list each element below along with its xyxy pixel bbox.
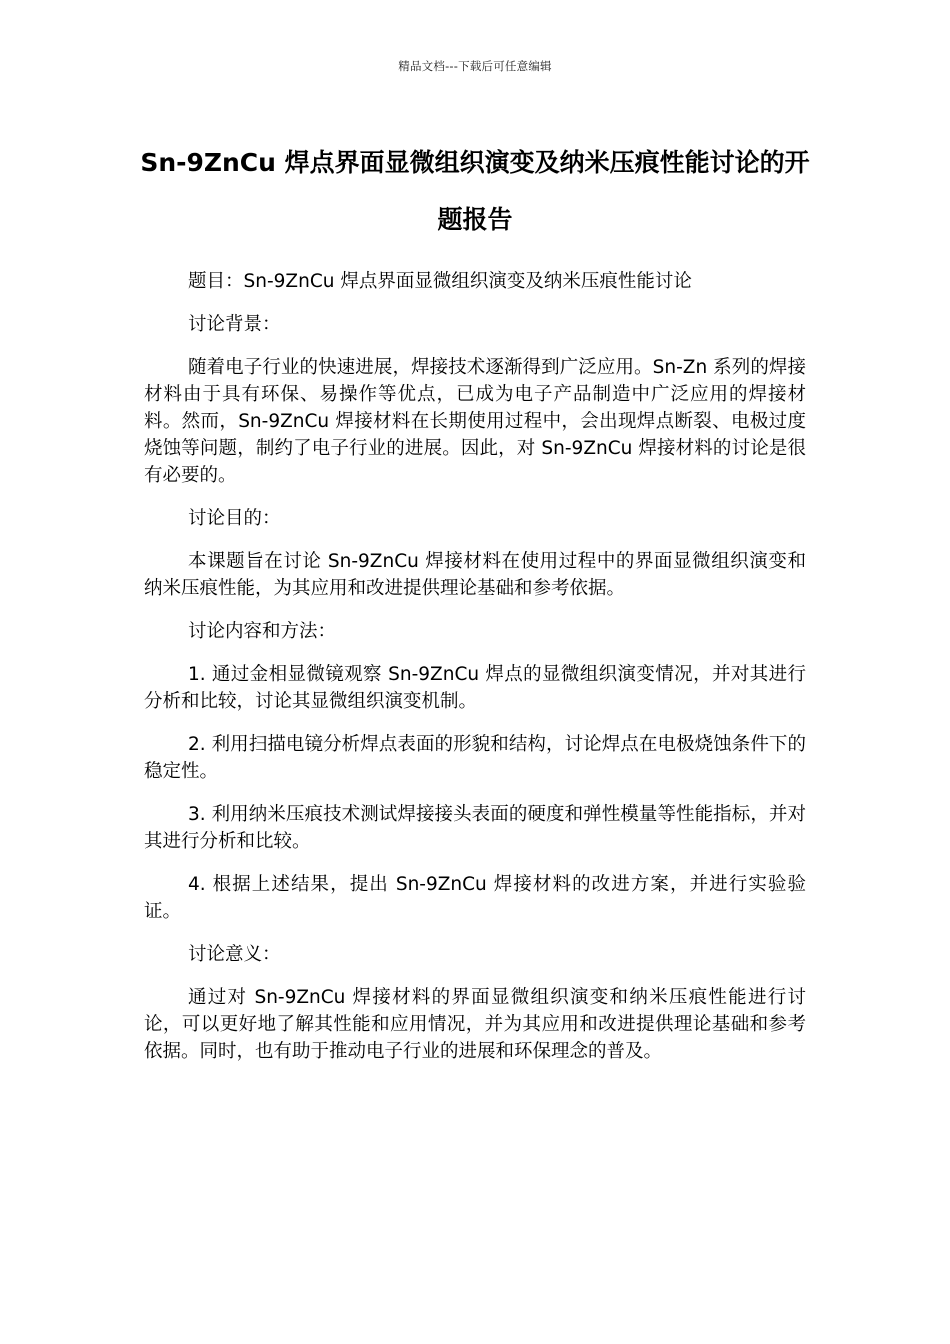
purpose-paragraph: 本课题旨在讨论 Sn-9ZnCu 焊接材料在使用过程中的界面显微组织演变和纳米压痕性能，为其应用和改进提供理论基础和参考依据。 <box>144 551 806 599</box>
background-paragraph: 随着电子行业的快速进展，焊接技术逐渐得到广泛应用。Sn-Zn 系列的焊接材料由于具有环保、易操作等优点，已成为电子产品制造中广泛应用的焊接材料。然而，Sn-9ZnCu 焊接材料在长期使用过程中，会出现焊点断裂、电极过度烧蚀等问题，制约了电子行业的进展。因此，对 Sn-9ZnCu 焊接材料的讨论是很有必要的。 <box>144 357 806 486</box>
header-note: 精品文档---下载后可任意编辑 <box>398 59 552 73</box>
method-item-3: 3. 利用纳米压痕技术测试焊接接头表面的硬度和弹性模量等性能指标，并对其进行分析和比较。 <box>144 804 806 852</box>
method-item-1: 1. 通过金相显微镜观察 Sn-9ZnCu 焊点的显微组织演变情况，并对其进行分析和比较，讨论其显微组织演变机制。 <box>144 664 806 712</box>
method-item-4: 4. 根据上述结果，提出 Sn-9ZnCu 焊接材料的改进方案，并进行实验验证。 <box>144 874 806 922</box>
method-item-2: 2. 利用扫描电镜分析焊点表面的形貌和结构，讨论焊点在电极烧蚀条件下的稳定性。 <box>144 734 806 782</box>
topic-line: 题目：Sn-9ZnCu 焊点界面显微组织演变及纳米压痕性能讨论 <box>188 271 692 292</box>
section-heading-purpose: 讨论目的： <box>188 508 281 529</box>
document-title: Sn-9ZnCu 焊点界面显微组织演变及纳米压痕性能讨论的开题报告 <box>140 148 810 234</box>
document-body <box>144 268 806 1081</box>
section-heading-methods: 讨论内容和方法： <box>188 621 337 642</box>
section-heading-significance: 讨论意义： <box>188 944 281 965</box>
significance-paragraph: 通过对 Sn-9ZnCu 焊接材料的界面显微组织演变和纳米压痕性能进行讨论，可以更好地了解其性能和应用情况，并为其应用和改进提供理论基础和参考依据。同时，也有助于推动电子行业的进展和环保理念的普及。 <box>144 987 806 1062</box>
section-heading-background: 讨论背景： <box>188 314 281 335</box>
